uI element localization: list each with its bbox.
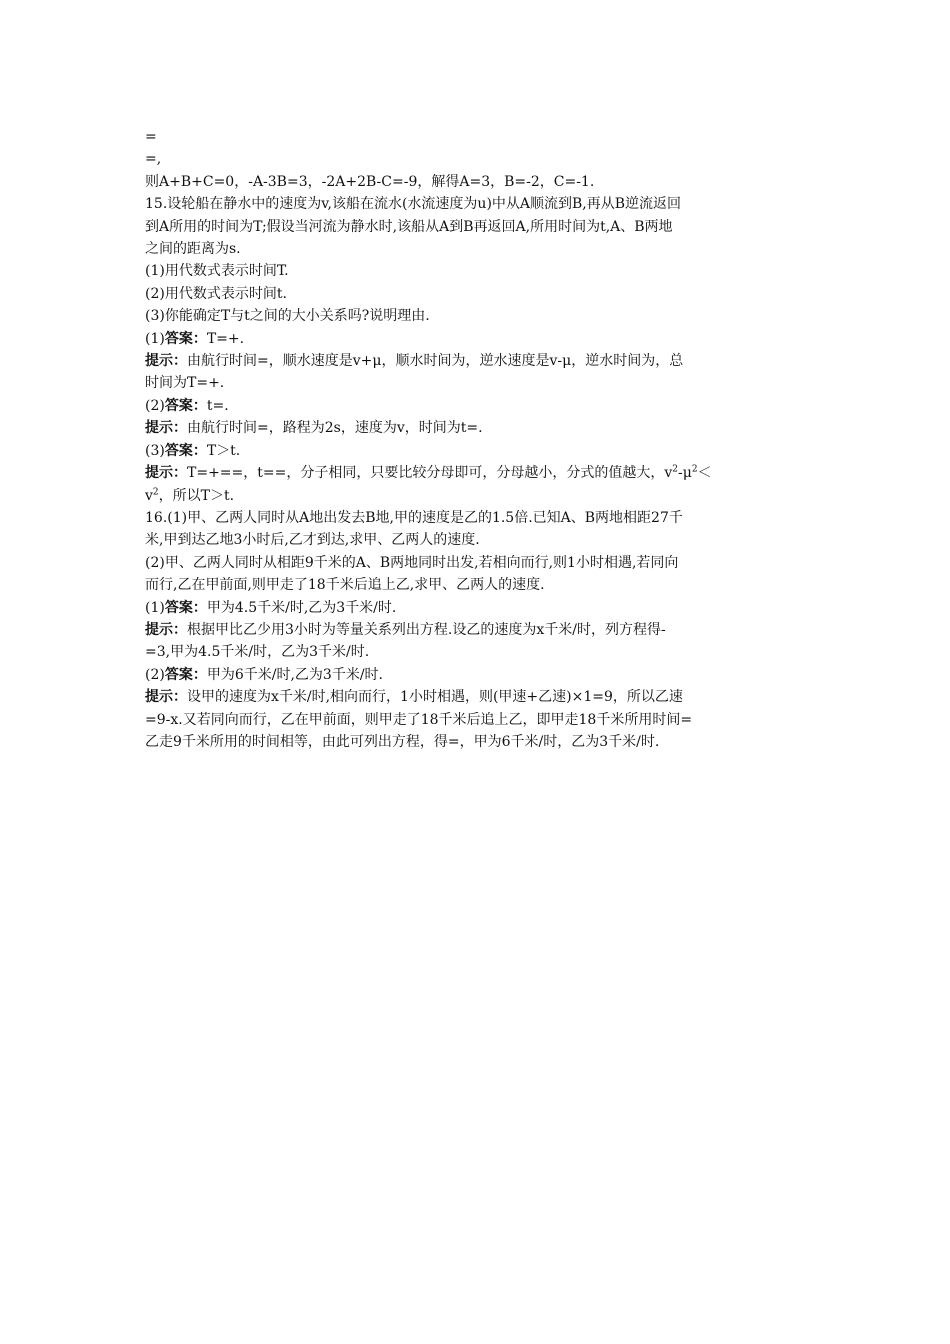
question-15: 15.设轮船在静水中的速度为v,该船在流水(水流速度为u)中从A顺流到B,再从B逆流返回 bbox=[145, 196, 682, 213]
answer-line bbox=[145, 440, 807, 462]
hint-label: 提示： bbox=[145, 353, 187, 370]
answer-text: T＞t. bbox=[206, 442, 241, 459]
answer-label: 答案： bbox=[164, 330, 207, 347]
text-line: =, bbox=[145, 151, 162, 168]
hint-line bbox=[145, 619, 807, 641]
hint-text: 由航行时间=，路程为2s，速度为v，时间为t=. bbox=[187, 420, 483, 437]
answer-label: 答案： bbox=[164, 599, 207, 616]
hint-text: T=+==，t==，分子相同，只要比较分母即可，分母越小，分式的值越大，v bbox=[187, 465, 673, 482]
answer-line bbox=[145, 597, 807, 619]
text-line: = bbox=[145, 129, 157, 145]
text-line: 而行,乙在甲前面,则甲走了18千米后追上乙,求甲、乙两人的速度. bbox=[145, 577, 545, 594]
text-line: 时间为T=+. bbox=[145, 375, 225, 392]
text-line: =3,甲为4.5千米/时，乙为3千米/时. bbox=[145, 644, 370, 661]
answer-label: 答案： bbox=[164, 442, 207, 459]
answer-number: (1) bbox=[145, 599, 165, 616]
question-16: 16.(1)甲、乙两人同时从A地出发去B地,甲的速度是乙的1.5倍.已知A、B两地相距27千 bbox=[145, 509, 683, 526]
sub-question: (3)你能确定T与t之间的大小关系吗?说明理由. bbox=[145, 308, 430, 325]
answer-text: t=. bbox=[206, 397, 229, 414]
answer-number: (2) bbox=[145, 397, 165, 414]
hint-label: 提示： bbox=[145, 689, 187, 706]
sub-question: (1)用代数式表示时间T. bbox=[145, 263, 289, 280]
hint-text: ，所以T＞t. bbox=[158, 487, 235, 504]
answer-number: (3) bbox=[145, 442, 165, 459]
superscript: 2 bbox=[152, 486, 159, 497]
answer-text: 甲为6千米/时,乙为3千米/时. bbox=[206, 666, 383, 683]
hint-line bbox=[145, 350, 807, 372]
hint-label: 提示： bbox=[145, 420, 187, 437]
hint-line bbox=[145, 686, 807, 708]
hint-text: -μ bbox=[678, 465, 692, 482]
text-line: 乙走9千米所用的时间相等，由此可列出方程，得=，甲为6千米/时，乙为3千米/时. bbox=[145, 733, 660, 750]
text-line: 则A+B+C=0，-A-3B=3，-2A+2B-C=-9，解得A=3，B=-2，C=-1. bbox=[145, 173, 595, 190]
sub-question: (2)甲、乙两人同时从相距9千米的A、B两地同时出发,若相向而行,则1小时相遇,若同向 bbox=[145, 554, 679, 571]
hint-text: ＜ bbox=[697, 465, 712, 482]
text-line: 之间的距离为s. bbox=[145, 241, 241, 258]
answer-label: 答案： bbox=[164, 397, 207, 414]
answer-line bbox=[145, 328, 807, 350]
hint-text: 设甲的速度为x千米/时,相向而行，1小时相遇，则(甲速+乙速)×1=9，所以乙速 bbox=[187, 689, 683, 706]
hint-line bbox=[145, 417, 807, 439]
answer-number: (1) bbox=[145, 330, 165, 347]
answer-label: 答案： bbox=[164, 666, 207, 683]
text-line bbox=[145, 485, 807, 507]
hint-text: 由航行时间=，顺水速度是v+μ，顺水时间为，逆水速度是v-μ，逆水时间为，总 bbox=[187, 353, 684, 370]
text-line: 米,甲到达乙地3小时后,乙才到达,求甲、乙两人的速度. bbox=[145, 532, 480, 549]
document-body bbox=[145, 126, 807, 753]
answer-text: 甲为4.5千米/时,乙为3千米/时. bbox=[206, 599, 397, 616]
superscript: 2 bbox=[672, 464, 678, 475]
sub-question: (2)用代数式表示时间t. bbox=[145, 285, 287, 302]
superscript: 2 bbox=[691, 464, 698, 475]
hint-text: v bbox=[145, 487, 153, 504]
text-line: 到A所用的时间为T;假设当河流为静水时,该船从A到B再返回A,所用时间为t,A、B两地 bbox=[145, 218, 673, 235]
hint-text: 根据甲比乙少用3小时为等量关系列出方程.设乙的速度为x千米/时，列方程得- bbox=[187, 621, 666, 638]
text-line: =9-x.又若同向而行，乙在甲前面，则甲走了18千米后追上乙，即甲走18千米所用时间= bbox=[145, 711, 693, 728]
hint-label: 提示： bbox=[145, 465, 187, 482]
hint-label: 提示： bbox=[145, 621, 187, 638]
answer-line bbox=[145, 664, 807, 686]
answer-text: T=+. bbox=[206, 330, 245, 347]
answer-number: (2) bbox=[145, 666, 165, 683]
hint-line bbox=[145, 462, 807, 484]
answer-line bbox=[145, 395, 807, 417]
